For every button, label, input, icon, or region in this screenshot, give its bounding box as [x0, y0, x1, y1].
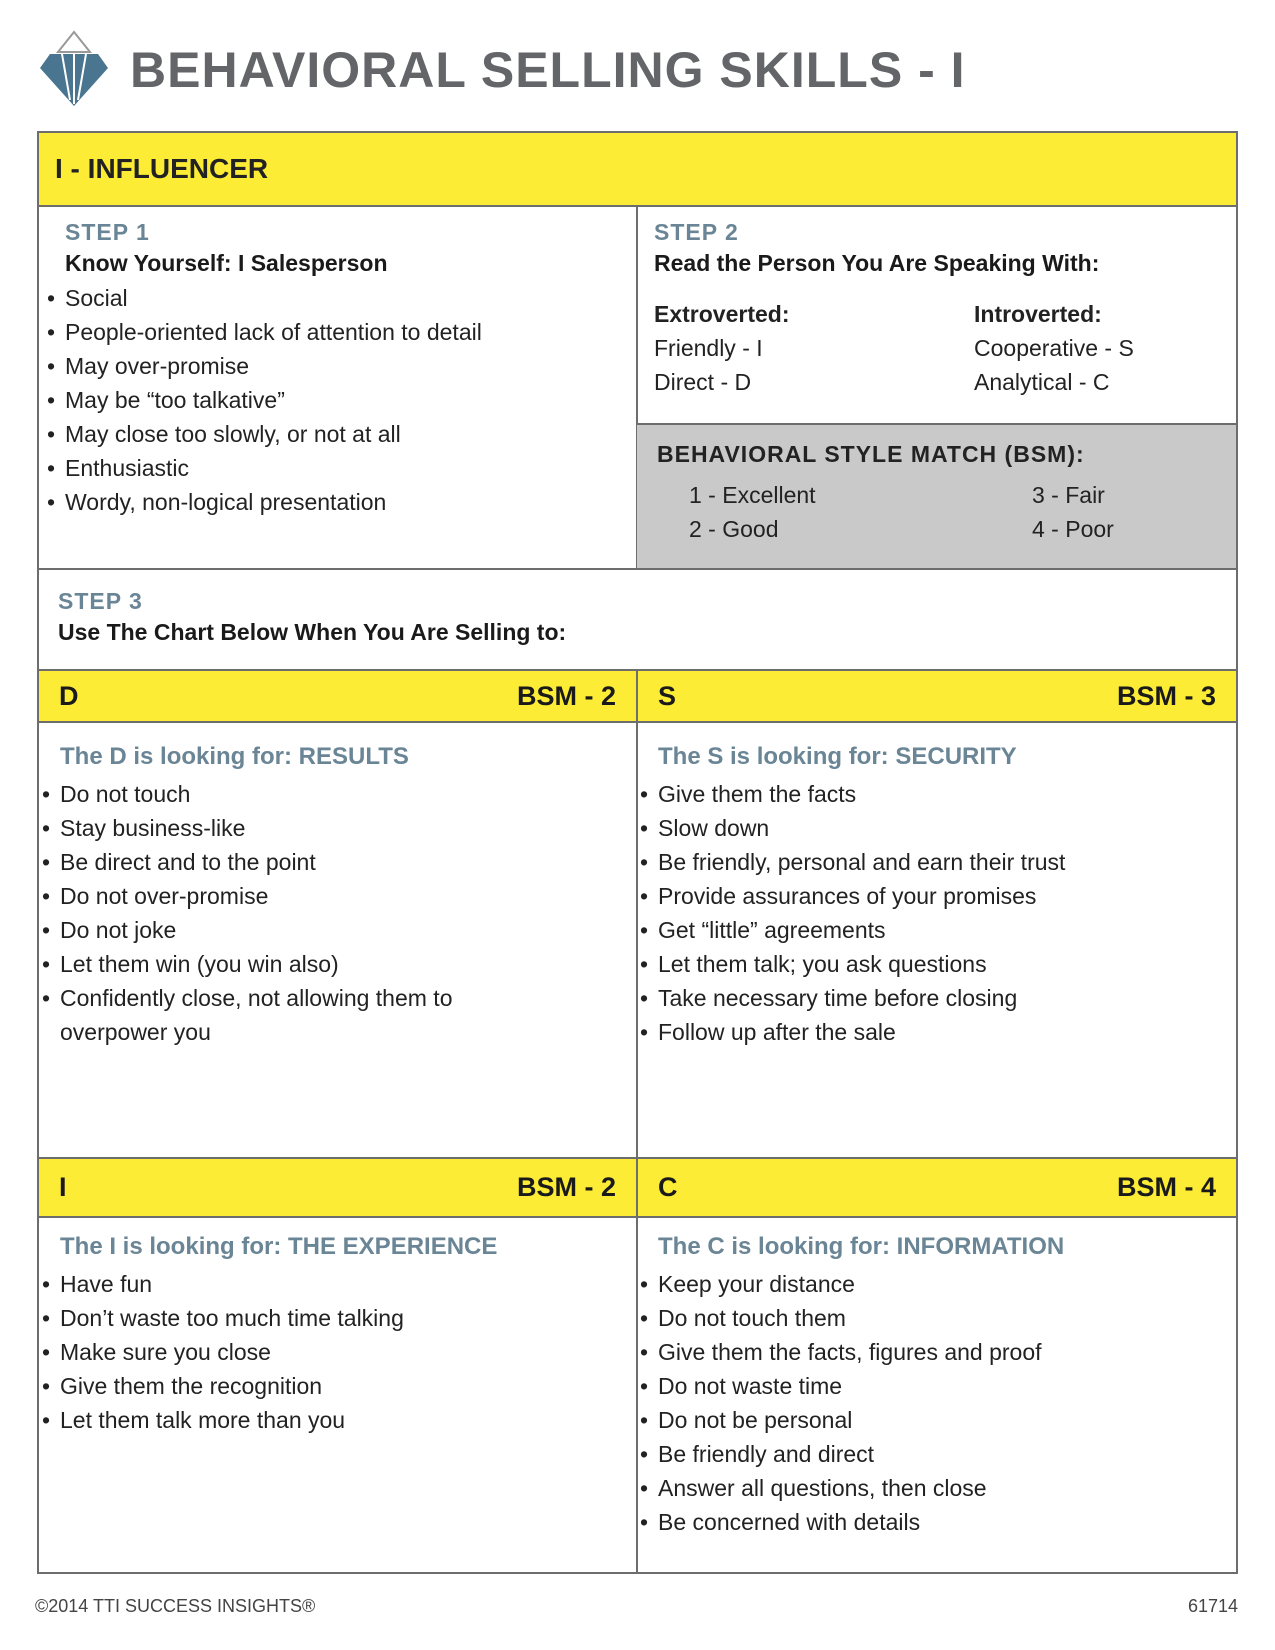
bsm-heading: BEHAVIORAL STYLE MATCH (BSM): [657, 441, 1085, 467]
quadrant-c-body [658, 1233, 1228, 1539]
list-item: • Do not waste time [638, 1369, 1228, 1403]
quadrant-i-header [39, 1159, 636, 1216]
document-code: 61714 [1187, 1596, 1238, 1616]
quadrant-i-body [60, 1233, 620, 1437]
quadrant-c-header [638, 1159, 1236, 1216]
style-item: Friendly - I [654, 335, 763, 361]
quadrant-letter: I [59, 1172, 67, 1202]
list-item: • Do not touch [40, 777, 620, 811]
list-item: • Give them the facts, figures and proof [638, 1335, 1228, 1369]
list-item: • Let them win (you win also) [40, 947, 620, 981]
list-item: • Do not joke [40, 913, 620, 947]
style-item: Direct - D [654, 369, 752, 395]
step1-heading: Know Yourself: I Salesperson [65, 250, 388, 276]
looking-for: The S is looking for: SECURITY [658, 743, 1017, 770]
list-item: • Follow up after the sale [638, 1015, 1228, 1049]
list-item: • Confidently close, not allowing them to overpower you [40, 981, 510, 1049]
list-item: • Be direct and to the point [40, 845, 620, 879]
bsm-legend [637, 423, 1236, 570]
step3-section [58, 588, 566, 646]
quadrant-letter: S [658, 680, 677, 711]
list-item: • Give them the facts [638, 777, 1228, 811]
list-item: • May over-promise [45, 349, 625, 383]
page-title: BEHAVIORAL SELLING SKILLS - I [130, 42, 966, 98]
bsm-badge: BSM - 2 [516, 680, 616, 711]
quadrant-d-header [39, 671, 636, 721]
list-item: • Have fun [40, 1267, 620, 1301]
list-item: • Take necessary time before closing [638, 981, 1228, 1015]
step3-label: STEP 3 [58, 588, 143, 614]
introverted-column [974, 297, 1134, 399]
list-item: • May be “too talkative” [45, 383, 625, 417]
looking-for: The C is looking for: INFORMATION [658, 1233, 1065, 1260]
quadrant-letter: C [658, 1172, 678, 1202]
list-item: • Let them talk; you ask questions [638, 947, 1228, 981]
list-item: • Be concerned with details [638, 1505, 1228, 1539]
list-item: • People-oriented lack of attention to detail [45, 315, 625, 349]
copyright: ©2014 TTI SUCCESS INSIGHTS® [35, 1596, 316, 1616]
bsm-item: 2 - Good [689, 516, 779, 542]
list-item: • Slow down [638, 811, 1228, 845]
step1-label: STEP 1 [65, 219, 150, 245]
step1-list [45, 281, 625, 519]
list-item: • Social [45, 281, 625, 315]
extroverted-label: Extroverted: [654, 301, 790, 327]
quadrant-s-body [658, 743, 1228, 1049]
bsm-item: 4 - Poor [1032, 516, 1114, 542]
list-item: • Provide assurances of your promises [638, 879, 1228, 913]
step2-heading: Read the Person You Are Speaking With: [654, 250, 1100, 276]
influencer-banner: I - INFLUENCER [39, 133, 1236, 205]
looking-for: The D is looking for: RESULTS [60, 743, 409, 770]
list-item: • Give them the recognition [40, 1369, 620, 1403]
list-item: • Answer all questions, then close [638, 1471, 1228, 1505]
looking-for: The I is looking for: THE EXPERIENCE [60, 1233, 498, 1260]
step2-label: STEP 2 [654, 219, 739, 245]
style-item: Analytical - C [974, 369, 1110, 395]
extroverted-column [654, 297, 974, 399]
list-item: • Do not over-promise [40, 879, 620, 913]
list-item: • May close too slowly, or not at all [45, 417, 625, 451]
list-item: • Enthusiastic [45, 451, 625, 485]
selling-skills-table [37, 131, 1238, 1574]
bsm-item: 3 - Fair [1032, 482, 1105, 508]
list-item: • Get “little” agreements [638, 913, 1228, 947]
page-header [36, 30, 966, 110]
quadrant-d-body [60, 743, 620, 1049]
step1-section [65, 219, 625, 519]
bsm-badge: BSM - 2 [516, 1172, 616, 1202]
list-item: • Be friendly and direct [638, 1437, 1228, 1471]
list-item: • Make sure you close [40, 1335, 620, 1369]
bsm-badge: BSM - 3 [1116, 680, 1216, 711]
list-item: • Let them talk more than you [40, 1403, 620, 1437]
list-item: • Keep your distance [638, 1267, 1228, 1301]
step2-section [654, 219, 1224, 399]
step3-heading: Use The Chart Below When You Are Selling to: [58, 619, 567, 645]
list-item: • Do not be personal [638, 1403, 1228, 1437]
list-item: • Don’t waste too much time talking [40, 1301, 620, 1335]
tti-diamond-logo-icon [36, 30, 112, 110]
introverted-label: Introverted: [974, 301, 1102, 327]
list-item: • Do not touch them [638, 1301, 1228, 1335]
bsm-item: 1 - Excellent [689, 482, 816, 508]
quadrant-letter: D [59, 680, 79, 711]
list-item: • Be friendly, personal and earn their trust [638, 845, 1228, 879]
quadrant-s-header [638, 671, 1236, 721]
list-item: • Wordy, non-logical presentation [45, 485, 625, 519]
list-item: • Stay business-like [40, 811, 620, 845]
style-item: Cooperative - S [974, 335, 1134, 361]
bsm-badge: BSM - 4 [1116, 1172, 1216, 1202]
